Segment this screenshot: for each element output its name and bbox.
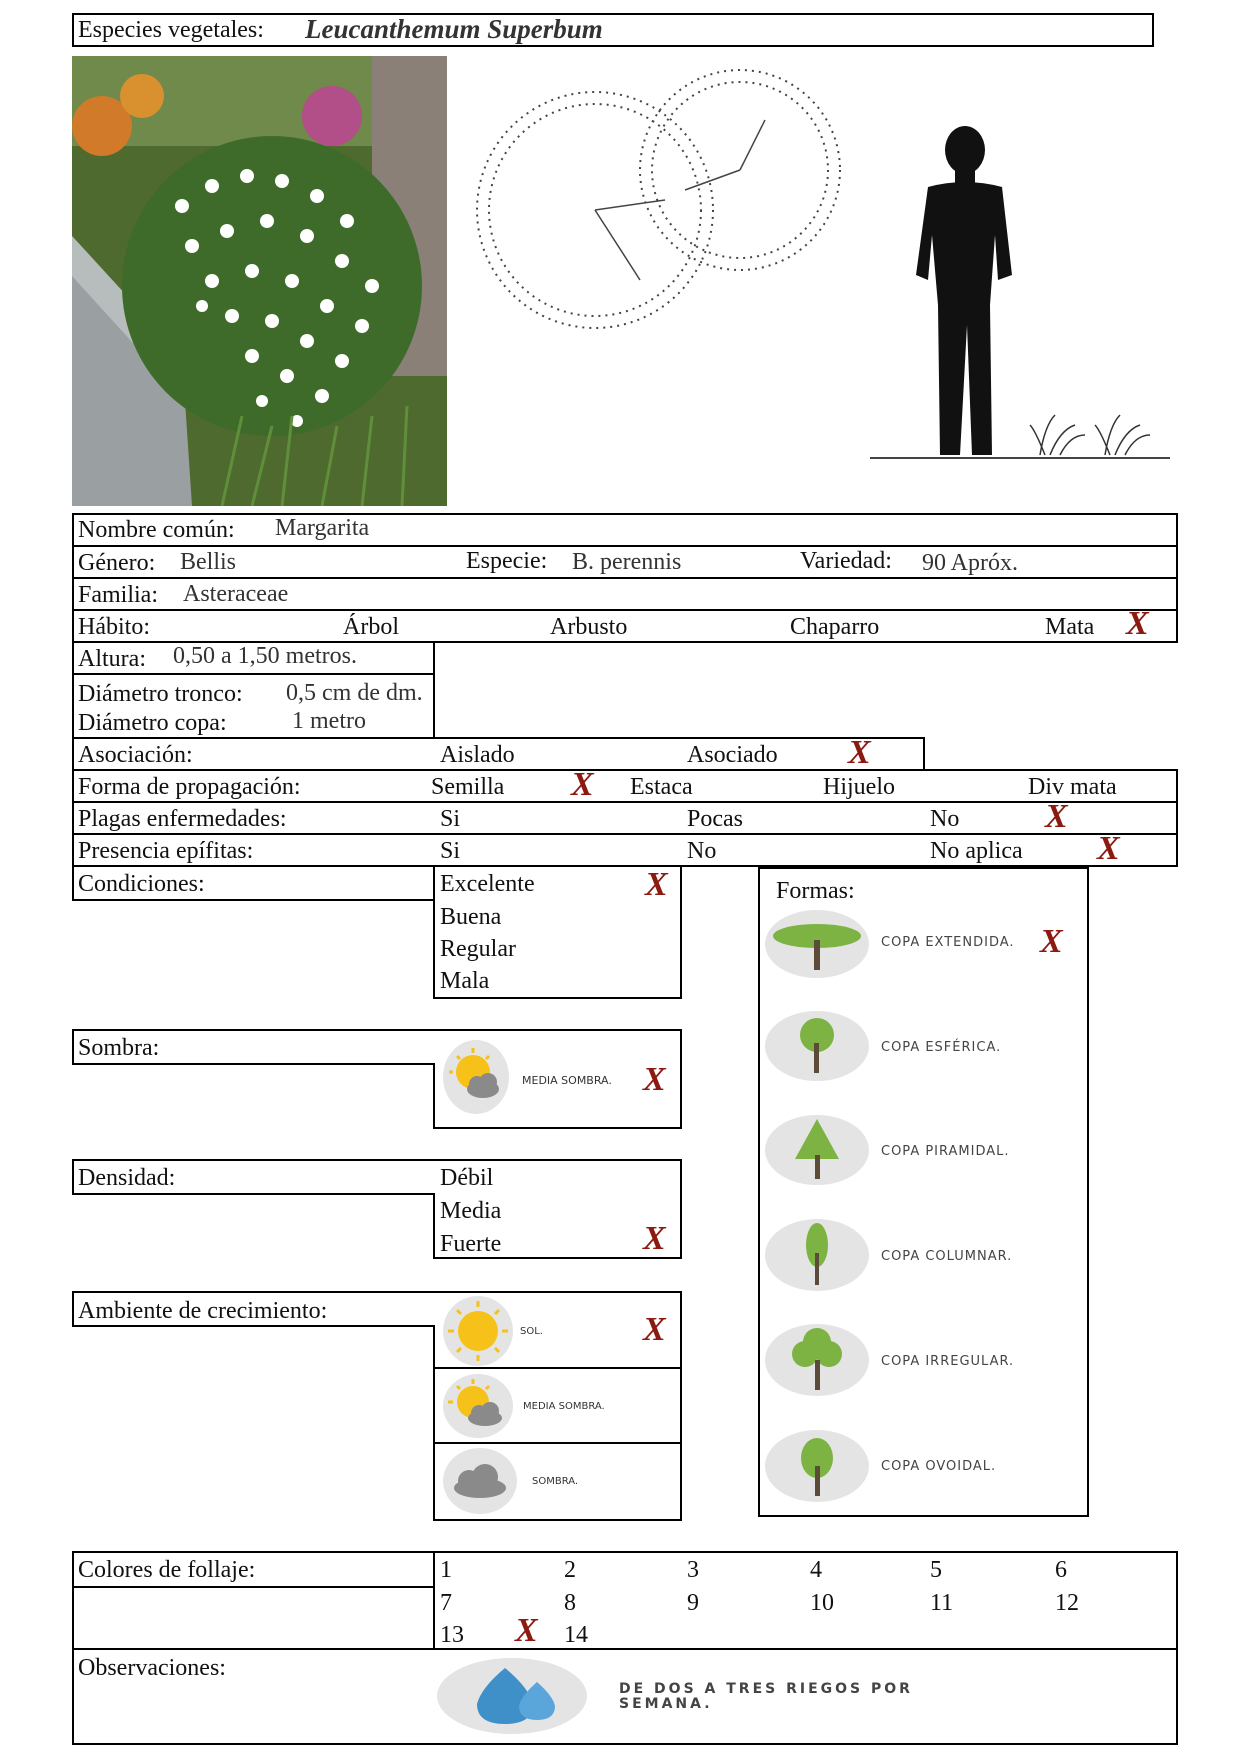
color-option-12: 12: [1055, 1590, 1079, 1616]
ambiente-option-sol: SOL.: [520, 1326, 543, 1337]
color-option-3: 3: [687, 1557, 699, 1583]
colores-mark: X: [515, 1612, 538, 1649]
formas-label: Formas:: [776, 878, 855, 904]
species-header-label: Especies vegetales:: [78, 17, 264, 43]
formas-mark: X: [1040, 923, 1063, 960]
especie-label: Especie:: [466, 548, 548, 574]
color-option-2: 2: [564, 1557, 576, 1583]
condiciones-option-regular: Regular: [440, 936, 516, 962]
habito-option-arbusto: Arbusto: [550, 614, 628, 640]
color-option-13: 13: [440, 1622, 464, 1648]
color-option-14: 14: [564, 1622, 588, 1648]
altura-value: 0,50 a 1,50 metros.: [173, 643, 357, 669]
sombra-mark: X: [643, 1061, 666, 1098]
color-option-5: 5: [930, 1557, 942, 1583]
nombre-comun-value: Margarita: [275, 515, 370, 541]
habito-label: Hábito:: [78, 614, 150, 640]
asociacion-option-asociado: Asociado: [687, 742, 778, 768]
color-option-6: 6: [1055, 1557, 1067, 1583]
ambiente-label: Ambiente de crecimiento:: [78, 1298, 328, 1324]
epifitas-label: Presencia epífitas:: [78, 838, 254, 864]
genero-value: Bellis: [180, 549, 237, 575]
species-name: Leucanthemum Superbum: [305, 14, 603, 44]
variedad-value: 90 Apróx.: [922, 550, 1018, 576]
sol-icon: [443, 1296, 513, 1366]
colores-label: Colores de follaje:: [78, 1557, 256, 1583]
color-option-7: 7: [440, 1590, 452, 1616]
media-sombra-icon: [443, 1040, 509, 1114]
diametro-copa-value: 1 metro: [292, 708, 366, 734]
observaciones-text: DE DOS A TRES RIEGOS POR SEMANA.: [619, 1681, 913, 1712]
formas-option-copa-piramidal: COPA PIRAMIDAL.: [881, 1144, 1010, 1159]
human-scale-silhouette: [870, 125, 1190, 465]
copa-esferica-icon: [765, 1011, 869, 1081]
genero-label: Género:: [78, 550, 156, 576]
variedad-label: Variedad:: [800, 548, 892, 574]
copa-piramidal-icon: [765, 1115, 869, 1185]
water-drops-icon: [437, 1658, 587, 1734]
color-option-9: 9: [687, 1590, 699, 1616]
sombra-label-box: [72, 1029, 682, 1065]
condiciones-mark: X: [645, 866, 668, 903]
condiciones-label: Condiciones:: [78, 871, 205, 897]
ambiente-divider-1: [433, 1367, 682, 1369]
propagacion-mark: X: [571, 766, 594, 803]
plant-photo: [72, 56, 447, 506]
copa-irregular-icon: [765, 1324, 869, 1396]
habito-option-mata: Mata: [1045, 614, 1095, 640]
plagas-option-pocas: Pocas: [687, 806, 743, 832]
densidad-option-fuerte: Fuerte: [440, 1231, 502, 1257]
propagacion-option-estaca: Estaca: [630, 774, 693, 800]
epifitas-option-no-aplica: No aplica: [930, 838, 1023, 864]
sombra-label-underline: [72, 1063, 435, 1065]
densidad-label-underline: [72, 1193, 435, 1195]
observaciones-label: Observaciones:: [78, 1655, 226, 1681]
plagas-label: Plagas enfermedades:: [78, 806, 287, 832]
nombre-comun-row: [72, 513, 1178, 547]
color-option-11: 11: [930, 1590, 954, 1616]
diametro-copa-label: Diámetro copa:: [78, 710, 227, 736]
nombre-comun-label: Nombre común:: [78, 517, 235, 543]
epifitas-option-no: No: [687, 838, 717, 864]
densidad-mark: X: [643, 1220, 666, 1257]
habito-option-chaparro: Chaparro: [790, 614, 880, 640]
formas-option-copa-irregular: COPA IRREGULAR.: [881, 1354, 1015, 1369]
ambiente-option-sombra: SOMBRA.: [532, 1476, 579, 1487]
color-option-8: 8: [564, 1590, 576, 1616]
sombra-label: Sombra:: [78, 1035, 160, 1061]
habito-option-arbol: Árbol: [343, 614, 399, 640]
sombra-ambiente-icon: [443, 1448, 517, 1514]
ambiente-mark: X: [643, 1311, 666, 1348]
asociacion-mark: X: [848, 734, 871, 771]
habito-mark: X: [1126, 605, 1149, 642]
diametro-tronco-value: 0,5 cm de dm.: [286, 680, 423, 706]
formas-option-copa-ovoidal: COPA OVOIDAL.: [881, 1459, 997, 1474]
copa-ovoidal-icon: [765, 1430, 869, 1502]
asociacion-label: Asociación:: [78, 742, 193, 768]
epifitas-mark: X: [1097, 830, 1120, 867]
condiciones-option-mala: Mala: [440, 968, 490, 994]
colores-label-underline: [72, 1586, 435, 1588]
colores-divider: [433, 1551, 435, 1650]
propagacion-label: Forma de propagación:: [78, 774, 301, 800]
plagas-option-no: No: [930, 806, 960, 832]
media-sombra-ambiente-icon: [443, 1374, 513, 1438]
propagacion-option-div-mata: Div mata: [1028, 774, 1117, 800]
densidad-label: Densidad:: [78, 1165, 176, 1191]
diametro-tronco-label: Diámetro tronco:: [78, 681, 243, 707]
familia-value: Asteraceae: [183, 581, 289, 607]
color-option-10: 10: [810, 1590, 834, 1616]
condiciones-option-excelente: Excelente: [440, 871, 535, 897]
formas-option-copa-esferica: COPA ESFÉRICA.: [881, 1040, 1002, 1055]
ambiente-divider-2: [433, 1442, 682, 1444]
epifitas-option-si: Si: [440, 838, 461, 864]
plagas-mark: X: [1045, 798, 1068, 835]
color-option-4: 4: [810, 1557, 822, 1583]
propagacion-option-semilla: Semilla: [431, 774, 505, 800]
sombra-caption: MEDIA SOMBRA.: [522, 1074, 612, 1087]
copa-extendida-icon: [765, 910, 869, 978]
altura-label: Altura:: [78, 646, 146, 672]
condiciones-option-buena: Buena: [440, 904, 502, 930]
densidad-option-debil: Débil: [440, 1165, 494, 1191]
copa-columnar-icon: [765, 1219, 869, 1291]
densidad-option-media: Media: [440, 1198, 502, 1224]
color-option-1: 1: [440, 1557, 452, 1583]
ambiente-label-underline: [72, 1325, 435, 1327]
especie-value: B. perennis: [572, 549, 682, 575]
ambiente-option-media-sombra: MEDIA SOMBRA.: [523, 1401, 605, 1412]
formas-option-copa-columnar: COPA COLUMNAR.: [881, 1249, 1013, 1264]
plagas-option-si: Si: [440, 806, 461, 832]
familia-label: Familia:: [78, 582, 158, 608]
propagacion-option-hijuelo: Hijuelo: [823, 774, 895, 800]
crown-plan-drawing: [465, 60, 865, 360]
asociacion-option-aislado: Aislado: [440, 742, 515, 768]
formas-option-copa-extendida: COPA EXTENDIDA.: [881, 935, 1015, 950]
